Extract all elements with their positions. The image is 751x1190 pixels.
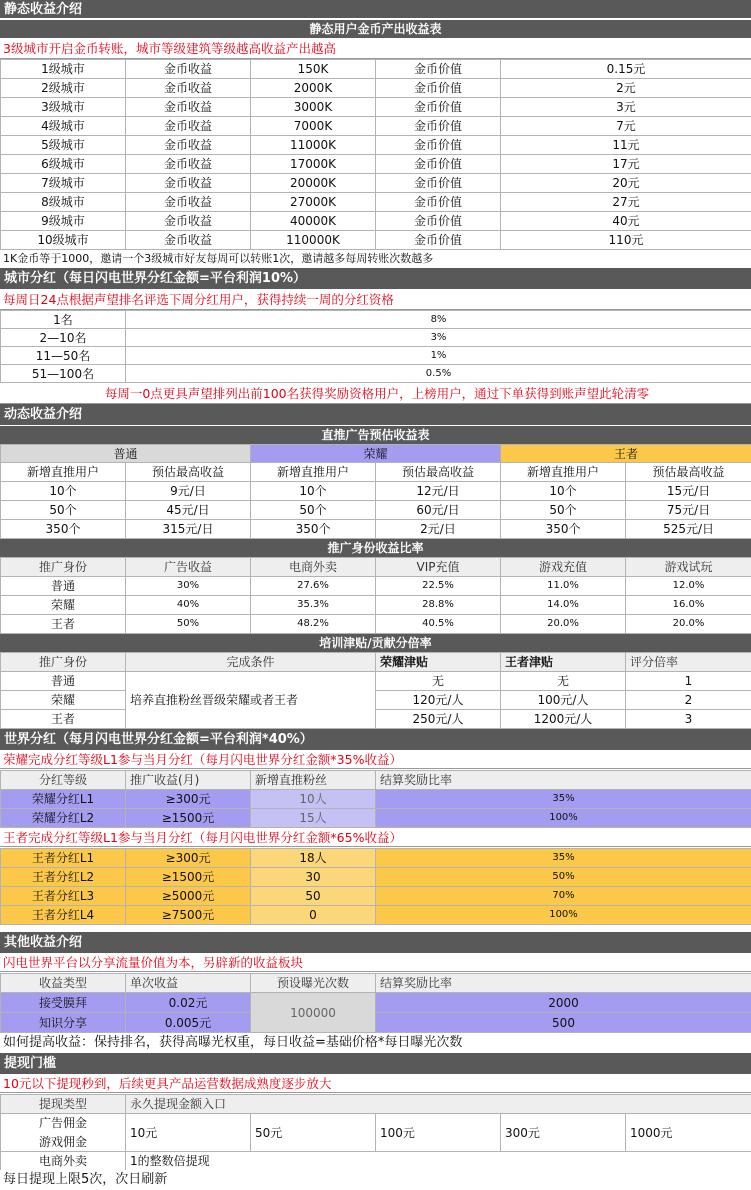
coin-income-value: 3000K: [251, 98, 376, 117]
section-withdraw-header: 提现门槛: [0, 1053, 751, 1075]
coin-value: 3元: [501, 98, 751, 117]
new-fans: 18人: [251, 849, 376, 868]
dividend-level: 荣耀分红L2: [1, 809, 126, 828]
table-header-row: [1, 558, 751, 577]
city-level: 9级城市: [1, 212, 126, 231]
promo-identity: 王者: [1, 615, 126, 634]
ratio-value: 22.5%: [376, 577, 501, 596]
withdraw-type-ecommerce: 电商外卖: [1, 1152, 126, 1171]
column-header: 完成条件: [126, 653, 376, 672]
settle-ratio: 50%: [376, 868, 751, 887]
ratio-value: 27.6%: [251, 577, 376, 596]
honor-dividend-table: [0, 770, 751, 828]
ratio-value: 28.8%: [376, 596, 501, 615]
table-row: [1, 672, 751, 691]
table-row: [1, 710, 751, 729]
column-header: 新增直推粉丝: [251, 771, 376, 790]
city-dividend-intro: 每周日24点根据声望排名评选下周分红用户，获得持续一周的分红资格: [0, 290, 751, 310]
withdraw-intro: 10元以下提现秒到，后续更具产品运营数据成熟度逐步放大: [0, 1075, 751, 1093]
new-fans: 30: [251, 868, 376, 887]
coin-income-label: 金币收益: [126, 174, 251, 193]
promo-identity: 王者: [1, 710, 126, 729]
column-header: 电商外卖: [251, 558, 376, 577]
coin-value-label: 金币价值: [376, 79, 501, 98]
table-row: [1, 577, 751, 596]
tier-king: 王者: [501, 445, 751, 463]
other-col-single: 单次收益: [126, 974, 251, 993]
promo-identity: 普通: [1, 672, 126, 691]
new-users: 50个: [1, 501, 126, 520]
withdraw-type-label: 提现类型: [1, 1095, 126, 1114]
coin-income-value: 150K: [251, 60, 376, 79]
dividend-percent: 8%: [126, 311, 751, 329]
col-new-users: 新增直推用户: [501, 463, 626, 482]
withdraw-amount: 50元: [251, 1114, 376, 1152]
coin-income-value: 20000K: [251, 174, 376, 193]
col-new-users: 新增直推用户: [251, 463, 376, 482]
new-users: 50个: [501, 501, 626, 520]
table-row: [1, 849, 751, 868]
table-header-row: [1, 771, 751, 790]
coin-income-value: 7000K: [251, 117, 376, 136]
coin-income-value: 2000K: [251, 79, 376, 98]
table-row: [1, 193, 751, 212]
coin-value: 0.15元: [501, 60, 751, 79]
city-level: 8级城市: [1, 193, 126, 212]
static-income-table: [0, 59, 751, 250]
coin-income-label: 金币收益: [126, 98, 251, 117]
city-level: 4级城市: [1, 117, 126, 136]
coin-value-label: 金币价值: [376, 98, 501, 117]
column-header: 荣耀津贴: [376, 653, 501, 672]
withdraw-entry-label: 永久提现金额入口: [126, 1095, 751, 1114]
coin-value: 11元: [501, 136, 751, 155]
coin-value: 7元: [501, 117, 751, 136]
est-income: 75元/日: [626, 501, 751, 520]
column-header: 广告收益: [126, 558, 251, 577]
coin-income-label: 金币收益: [126, 136, 251, 155]
column-header: 分红等级: [1, 771, 126, 790]
dividend-level: 王者分红L3: [1, 887, 126, 906]
ratio-value: 40.5%: [376, 615, 501, 634]
table-row: [1, 520, 751, 539]
tier-honor: 荣耀: [251, 445, 501, 463]
dividend-level: 王者分红L4: [1, 906, 126, 925]
dividend-rank: 1名: [1, 311, 126, 329]
other-income-table: [0, 973, 751, 1033]
ratio-table-title: 推广身份收益比率: [0, 539, 751, 557]
other-exposure: 100000: [251, 993, 376, 1033]
table-row: [1, 501, 751, 520]
est-income: 15元/日: [626, 482, 751, 501]
section-city-dividend-header: 城市分红（每日闪电世界分红金额=平台利润10%）: [0, 268, 751, 290]
table-row: [1, 809, 751, 828]
static-intro: 3级城市开启金币转账，城市等级建筑等级越高收益产出越高: [0, 38, 751, 59]
other-single: 0.005元: [126, 1013, 251, 1033]
coin-income-label: 金币收益: [126, 117, 251, 136]
score-multiplier: 2: [626, 691, 751, 710]
promo-income: ≥7500元: [126, 906, 251, 925]
table-row: [1, 691, 751, 710]
est-income: 525元/日: [626, 520, 751, 539]
coin-value-label: 金币价值: [376, 117, 501, 136]
table-header-row: [1, 653, 751, 672]
new-fans: 50: [251, 887, 376, 906]
ratio-value: 11.0%: [501, 577, 626, 596]
coin-income-label: 金币收益: [126, 193, 251, 212]
table-row: [1, 482, 751, 501]
new-users: 50个: [251, 501, 376, 520]
king-allowance: 1200元/人: [501, 710, 626, 729]
column-header: 评分倍率: [626, 653, 751, 672]
table-row: [1, 155, 751, 174]
settle-ratio: 35%: [376, 790, 751, 809]
other-note: 如何提高收益：保持排名，获得高曝光权重，每日收益=基础价格*每日曝光次数: [0, 1033, 751, 1052]
col-income: 预估最高收益: [626, 463, 751, 482]
column-header: 王者津贴: [501, 653, 626, 672]
est-income: 2元/日: [376, 520, 501, 539]
est-income: 12元/日: [376, 482, 501, 501]
king-intro: 王者完成分红等级L1参与当月分红（每月闪电世界分红金额*65%收益）: [0, 829, 751, 847]
col-new-users: 新增直推用户: [1, 463, 126, 482]
city-dividend-note: 每周一0点更具声望排列出前100名获得奖励资格用户，上榜用户，通过下单获得到账声望此轮清零: [0, 384, 751, 404]
ad-table-title: 直推广告预估收益表: [0, 426, 751, 444]
ratio-value: 35.3%: [251, 596, 376, 615]
static-note: 1K金币等于1000，邀请一个3级城市好友每周可以转账1次，邀请越多每周转账次数越多: [0, 250, 751, 267]
promo-income: ≥300元: [126, 790, 251, 809]
new-users: 10个: [251, 482, 376, 501]
col-income: 预估最高收益: [126, 463, 251, 482]
withdraw-note: 每日提现上限5次，次日刷新: [0, 1170, 751, 1190]
score-multiplier: 1: [626, 672, 751, 691]
dividend-level: 王者分红L1: [1, 849, 126, 868]
coin-value-label: 金币价值: [376, 212, 501, 231]
city-level: 3级城市: [1, 98, 126, 117]
king-allowance: 100元/人: [501, 691, 626, 710]
dividend-percent: 1%: [126, 347, 751, 365]
ratio-value: 48.2%: [251, 615, 376, 634]
train-table-title: 培训津贴/贡献分倍率: [0, 634, 751, 652]
coin-value-label: 金币价值: [376, 193, 501, 212]
table-row: [1, 117, 751, 136]
coin-value-label: 金币价值: [376, 155, 501, 174]
honor-allowance: 120元/人: [376, 691, 501, 710]
dividend-level: 王者分红L2: [1, 868, 126, 887]
dividend-percent: 0.5%: [126, 365, 751, 383]
withdraw-amount: 300元: [501, 1114, 626, 1152]
withdraw-type-game: 游戏佣金: [1, 1133, 126, 1152]
coin-value: 110元: [501, 231, 751, 250]
score-multiplier: 3: [626, 710, 751, 729]
honor-allowance: 250元/人: [376, 710, 501, 729]
coin-income-value: 27000K: [251, 193, 376, 212]
new-users: 10个: [1, 482, 126, 501]
settle-ratio: 35%: [376, 849, 751, 868]
section-static-header: 静态收益介绍: [0, 0, 751, 19]
coin-value: 17元: [501, 155, 751, 174]
honor-allowance: 无: [376, 672, 501, 691]
table-row: [1, 868, 751, 887]
new-fans: 15人: [251, 809, 376, 828]
table-row: [1, 231, 751, 250]
king-dividend-table: [0, 848, 751, 925]
ratio-value: 12.0%: [626, 577, 751, 596]
honor-intro: 荣耀完成分红等级L1参与当月分红（每月闪电世界分红金额*35%收益）: [0, 751, 751, 769]
coin-income-value: 40000K: [251, 212, 376, 231]
ratio-table: [0, 557, 751, 634]
section-other-header: 其他收益介绍: [0, 932, 751, 954]
column-header: 游戏试玩: [626, 558, 751, 577]
column-header: 推广收益(月): [126, 771, 251, 790]
column-header: 推广身份: [1, 558, 126, 577]
settle-ratio: 100%: [376, 906, 751, 925]
column-header: 结算奖励比率: [376, 771, 751, 790]
coin-income-label: 金币收益: [126, 155, 251, 174]
other-intro: 闪电世界平台以分享流量价值为本，另辟新的收益板块: [0, 954, 751, 972]
other-ratio: 500: [376, 1013, 751, 1033]
ratio-value: 20.0%: [501, 615, 626, 634]
withdraw-type-ad: 广告佣金: [1, 1114, 126, 1133]
train-table: [0, 652, 751, 729]
column-header: 游戏充值: [501, 558, 626, 577]
ratio-value: 50%: [126, 615, 251, 634]
ratio-value: 16.0%: [626, 596, 751, 615]
coin-value: 27元: [501, 193, 751, 212]
new-users: 10个: [501, 482, 626, 501]
coin-value: 20元: [501, 174, 751, 193]
table-row: [1, 60, 751, 79]
coin-income-value: 110000K: [251, 231, 376, 250]
ratio-value: 20.0%: [626, 615, 751, 634]
other-col-type: 收益类型: [1, 974, 126, 993]
dividend-level: 荣耀分红L1: [1, 790, 126, 809]
ad-income-table: [0, 444, 751, 539]
promo-income: ≥300元: [126, 849, 251, 868]
coin-income-label: 金币收益: [126, 60, 251, 79]
table-row: [1, 174, 751, 193]
table-row: [1, 615, 751, 634]
king-allowance: 无: [501, 672, 626, 691]
other-type: 知识分享: [1, 1013, 126, 1033]
withdraw-amount: 1000元: [626, 1114, 751, 1152]
dividend-percent: 3%: [126, 329, 751, 347]
train-condition: 培养直推粉丝晋级荣耀或者王者: [126, 672, 376, 729]
table-row: [1, 329, 751, 347]
settle-ratio: 70%: [376, 887, 751, 906]
table-row: [1, 136, 751, 155]
est-income: 60元/日: [376, 501, 501, 520]
dividend-rank: 11—50名: [1, 347, 126, 365]
withdraw-table: [0, 1094, 751, 1171]
new-fans: 0: [251, 906, 376, 925]
promo-income: ≥1500元: [126, 868, 251, 887]
section-dynamic-header: 动态收益介绍: [0, 404, 751, 426]
coin-value-label: 金币价值: [376, 60, 501, 79]
city-level: 6级城市: [1, 155, 126, 174]
table-row: [1, 347, 751, 365]
table-row: [1, 596, 751, 615]
coin-value: 40元: [501, 212, 751, 231]
table-row: [1, 98, 751, 117]
coin-value-label: 金币价值: [376, 136, 501, 155]
coin-income-value: 17000K: [251, 155, 376, 174]
coin-value-label: 金币价值: [376, 174, 501, 193]
table-row: [1, 365, 751, 383]
column-header: VIP充值: [376, 558, 501, 577]
dividend-rank: 2—10名: [1, 329, 126, 347]
table-row: [1, 906, 751, 925]
city-level: 7级城市: [1, 174, 126, 193]
other-col-ratio: 结算奖励比率: [376, 974, 751, 993]
est-income: 9元/日: [126, 482, 251, 501]
promo-identity: 荣耀: [1, 596, 126, 615]
withdraw-amount: 100元: [376, 1114, 501, 1152]
promo-identity: 普通: [1, 577, 126, 596]
ratio-value: 30%: [126, 577, 251, 596]
column-header: 推广身份: [1, 653, 126, 672]
other-type: 接受膜拜: [1, 993, 126, 1013]
city-dividend-table: [0, 310, 751, 383]
other-single: 0.02元: [126, 993, 251, 1013]
est-income: 315元/日: [126, 520, 251, 539]
coin-value: 2元: [501, 79, 751, 98]
dividend-rank: 51—100名: [1, 365, 126, 383]
city-level: 2级城市: [1, 79, 126, 98]
table-row: [1, 212, 751, 231]
est-income: 45元/日: [126, 501, 251, 520]
coin-income-label: 金币收益: [126, 79, 251, 98]
promo-income: ≥1500元: [126, 809, 251, 828]
coin-value-label: 金币价值: [376, 231, 501, 250]
promo-income: ≥5000元: [126, 887, 251, 906]
ratio-value: 14.0%: [501, 596, 626, 615]
coin-income-value: 11000K: [251, 136, 376, 155]
coin-income-label: 金币收益: [126, 212, 251, 231]
city-level: 5级城市: [1, 136, 126, 155]
table-row: [1, 311, 751, 329]
new-users: 350个: [251, 520, 376, 539]
new-fans: 10人: [251, 790, 376, 809]
table-row: [1, 79, 751, 98]
city-level: 10级城市: [1, 231, 126, 250]
col-income: 预估最高收益: [376, 463, 501, 482]
static-table-title: 静态用户金币产出收益表: [0, 20, 751, 38]
city-level: 1级城市: [1, 60, 126, 79]
new-users: 350个: [1, 520, 126, 539]
withdraw-ecommerce-rule: 1的整数倍提现: [126, 1152, 751, 1171]
section-world-header: 世界分红（每月闪电世界分红金额=平台利润*40%）: [0, 729, 751, 751]
table-row: [1, 790, 751, 809]
tier-normal: 普通: [1, 445, 251, 463]
withdraw-amount: 10元: [126, 1114, 251, 1152]
promo-identity: 荣耀: [1, 691, 126, 710]
new-users: 350个: [501, 520, 626, 539]
coin-income-label: 金币收益: [126, 231, 251, 250]
table-row: [1, 887, 751, 906]
other-ratio: 2000: [376, 993, 751, 1013]
ratio-value: 40%: [126, 596, 251, 615]
settle-ratio: 100%: [376, 809, 751, 828]
other-col-exposure: 预设曝光次数: [251, 974, 376, 993]
